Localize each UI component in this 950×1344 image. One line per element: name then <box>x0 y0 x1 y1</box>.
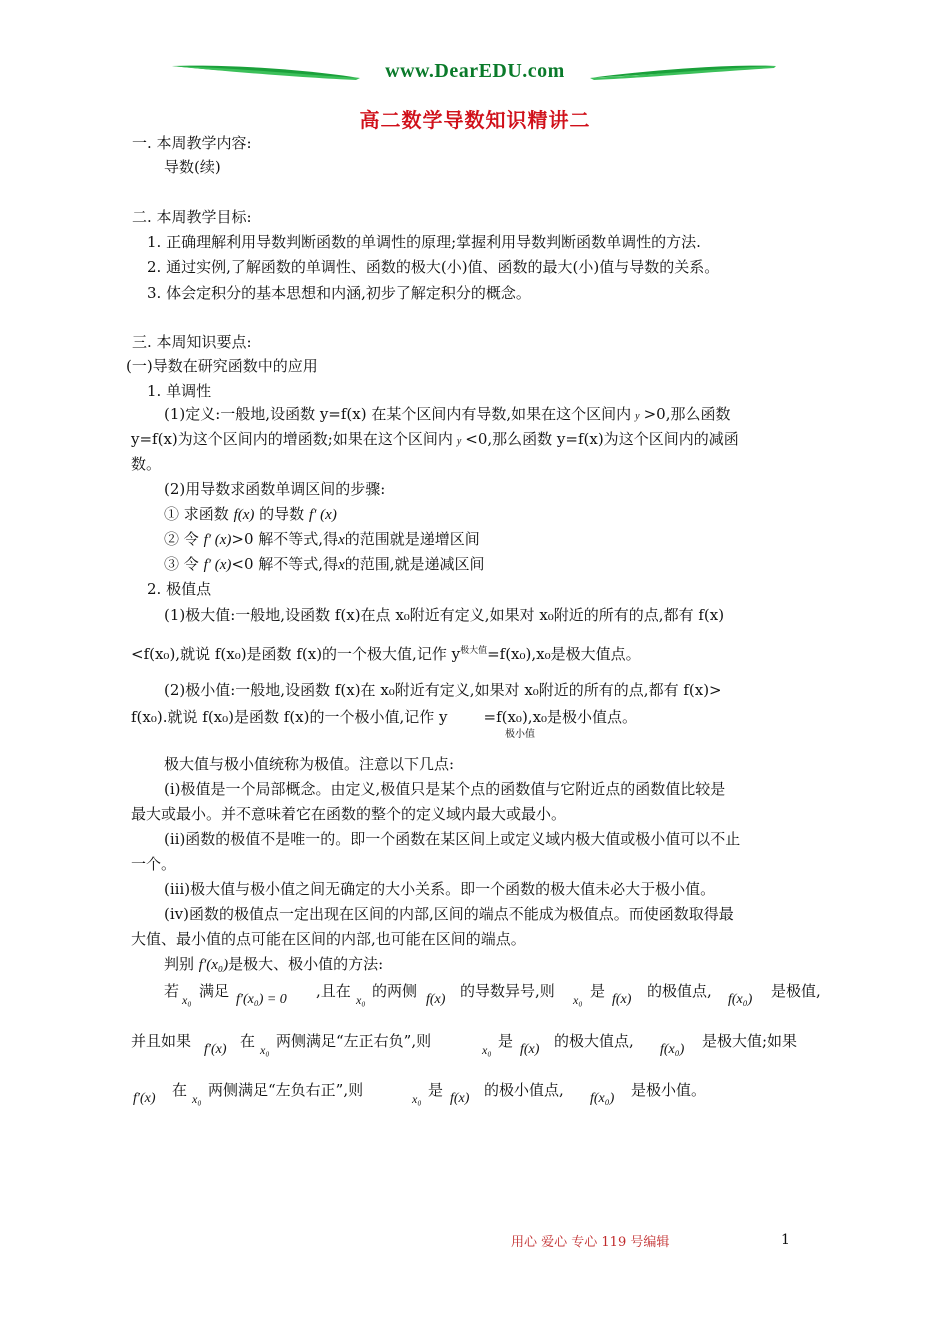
goal-item-2: 2. 通过实例,了解函数的单调性、函数的极大(小)值、函数的最大(小)值与导数的关系。 <box>147 258 720 276</box>
judge-line-1-ruo: 若 <box>164 982 180 1000</box>
footer-text: 用心 爱心 专心 119 号编辑 <box>511 1235 670 1250</box>
min-subscript: 极小值 <box>505 729 535 740</box>
judge-line-1-text: 是极值, <box>771 982 821 1000</box>
x0-symbol: x₀ <box>356 993 366 1007</box>
monotonicity-def-line-1 <box>164 404 730 427</box>
judge-line-2-text: 是极大值;如果 <box>702 1032 798 1050</box>
judge-line-3-text: 在 <box>172 1081 188 1099</box>
note-ii-line-2: 一个。 <box>131 855 177 873</box>
note-iii: (ⅲ)极大值与极小值之间无确定的大小关系。即一个函数的极大值未必大于极小值。 <box>164 880 716 898</box>
note-i-line-2: 最大或最小。并不意味着它在函数的整个的定义域内最大或最小。 <box>131 805 567 823</box>
text: =f(x₀),x₀是极小值点。 <box>483 708 638 726</box>
x0-symbol: x₀ <box>482 1043 492 1057</box>
fx-formula: f(x) <box>233 507 255 523</box>
monotonicity-def-line-2 <box>131 429 739 452</box>
text: 的范围就是递增区间 <box>344 530 480 548</box>
monotonicity-def-line-3: 数。 <box>131 455 162 473</box>
page-number: 1 <box>781 1232 790 1248</box>
text: 的导数 <box>259 505 305 523</box>
x0-symbol: x₀ <box>260 1043 270 1057</box>
judge-line-2-text: 的极大值点, <box>554 1032 634 1050</box>
fprime-x-formula: f′(x) <box>133 1091 156 1106</box>
text: <0,那么函数 y=f(x)为这个区间内的减函 <box>465 430 739 448</box>
y-prime-symbol: y <box>635 411 640 422</box>
section-1-heading: 一. 本周教学内容: <box>132 134 252 152</box>
x0-symbol: x₀ <box>412 1092 422 1106</box>
fprime-x0-eq-0: f′(x₀) = 0 <box>236 992 287 1007</box>
fx-formula: f(x) <box>520 1042 540 1057</box>
text: (1)定义:一般地,设函数 y=f(x) 在某个区间内有导数,如果在这个区间内 <box>164 405 632 423</box>
x0-symbol: x₀ <box>192 1092 202 1106</box>
fx0-formula: f(x₀) <box>590 1091 615 1106</box>
fx-formula: f(x) <box>612 992 632 1007</box>
section-1-content: 导数(续) <box>164 158 221 176</box>
goal-item-1: 1. 正确理解利用导数判断函数的单调性的原理;掌握利用导数判断函数单调性的方法. <box>147 233 701 251</box>
judge-line-1-text: 的两侧 <box>372 982 418 1000</box>
text: 的范围,就是递减区间 <box>344 555 485 573</box>
text: y=f(x)为这个区间内的增函数;如果在这个区间内 <box>131 430 453 448</box>
fprime-formula: f′ (x) <box>203 557 232 573</box>
judge-line-3-text: 是极小值。 <box>631 1081 707 1099</box>
note-ii-line-1: (ⅱ)函数的极值不是唯一的。即一个函数在某区间上或定义域内极大值或极小值可以不止 <box>164 830 741 848</box>
x0-symbol: x₀ <box>182 993 192 1007</box>
min-def-line-1: (2)极小值:一般地,设函数 f(x)在 x₀附近有定义,如果对 x₀附近的所有的点,都有 f(x)> <box>164 681 722 699</box>
section-2-heading: 二. 本周教学目标: <box>132 208 252 226</box>
judge-line-2-text: 在 <box>240 1032 256 1050</box>
site-name[interactable]: www.DearEDU.com <box>385 60 565 82</box>
y-prime-symbol: y <box>456 436 462 447</box>
judge-title <box>164 954 383 975</box>
judge-line-1-text: 满足 <box>199 982 230 1000</box>
judge-line-1-text: 的极值点, <box>647 982 712 1000</box>
judge-line-2-text: 并且如果 <box>131 1032 192 1050</box>
section-3-heading: 三. 本周知识要点: <box>132 333 252 351</box>
document-title: 高二数学导数知识精讲二 <box>359 108 591 132</box>
fx0-formula: f(x₀) <box>660 1042 685 1057</box>
text: >0 解不等式,得 <box>231 530 339 548</box>
text: 判别 <box>164 955 195 973</box>
max-def-line-2 <box>131 641 641 664</box>
judge-line-2-text: 两侧满足“左正右负”,则 <box>276 1032 432 1050</box>
fprime-x0-formula: f′(x₀) <box>198 957 229 973</box>
note-iv-line-1: (ⅳ)函数的极值点一定出现在区间的内部,区间的端点不能成为极值点。而使函数取得最 <box>164 905 734 923</box>
x-symbol: x <box>338 532 345 548</box>
x-symbol: x <box>338 557 345 573</box>
monotonicity-title: 1. 单调性 <box>147 382 212 400</box>
x0-symbol: x₀ <box>573 993 583 1007</box>
max-def-line-1: (1)极大值:一般地,设函数 f(x)在点 x₀附近有定义,如果对 x₀附近的所有的点,都有 f(x) <box>164 606 725 624</box>
note-i-line-1: (ⅰ)极值是一个局部概念。由定义,极值只是某个点的函数值与它附近点的函数值比较是 <box>164 780 726 798</box>
notes-intro: 极大值与极小值统称为极值。注意以下几点: <box>164 755 455 773</box>
judge-line-1-text: 的导数异号,则 <box>460 982 555 1000</box>
fx-formula: f(x) <box>450 1091 470 1106</box>
min-def-line-2 <box>131 707 637 727</box>
goal-item-3: 3. 体会定积分的基本思想和内涵,初步了解定积分的概念。 <box>147 284 531 302</box>
text: ③ 令 <box>164 555 199 573</box>
text: f(x₀).就说 f(x₀)是函数 f(x)的一个极小值,记作 y <box>131 708 448 726</box>
text: >0,那么函数 <box>643 405 731 423</box>
text: ① 求函数 <box>164 505 229 523</box>
judge-line-3-text: 是 <box>428 1081 444 1099</box>
text: 是极大、极小值的方法: <box>228 955 384 973</box>
text: ② 令 <box>164 530 199 548</box>
subsection-1-heading: (一)导数在研究函数中的应用 <box>126 357 318 375</box>
steps-title: (2)用导数求函数单调区间的步骤: <box>164 480 386 498</box>
max-subscript: 极大值 <box>460 646 488 656</box>
site-header <box>170 56 780 90</box>
text: <0 解不等式,得 <box>231 555 339 573</box>
judge-line-3-text: 的极小值点, <box>484 1081 564 1099</box>
fx-formula: f(x) <box>426 992 446 1007</box>
judge-line-1-text: 是 <box>590 982 606 1000</box>
step-1 <box>164 504 337 525</box>
fx0-formula: f(x₀) <box>728 992 753 1007</box>
judge-line-1-text: ,且在 <box>316 982 351 1000</box>
extremum-title: 2. 极值点 <box>147 580 212 598</box>
step-2 <box>164 529 480 550</box>
judge-line-2-text: 是 <box>498 1032 514 1050</box>
note-iv-line-2: 大值、最小值的点可能在区间的内部,也可能在区间的端点。 <box>131 930 526 948</box>
text: =f(x₀),x₀是极大值点。 <box>487 645 641 663</box>
judge-line-3-text: 两侧满足“左负右正”,则 <box>208 1081 364 1099</box>
step-3 <box>164 554 485 575</box>
fprime-x-formula: f′(x) <box>204 1042 227 1057</box>
fprime-formula: f′ (x) <box>308 507 337 523</box>
text: <f(x₀),就说 f(x₀)是函数 f(x)的一个极大值,记作 y <box>131 645 461 663</box>
fprime-formula: f′ (x) <box>203 532 232 548</box>
